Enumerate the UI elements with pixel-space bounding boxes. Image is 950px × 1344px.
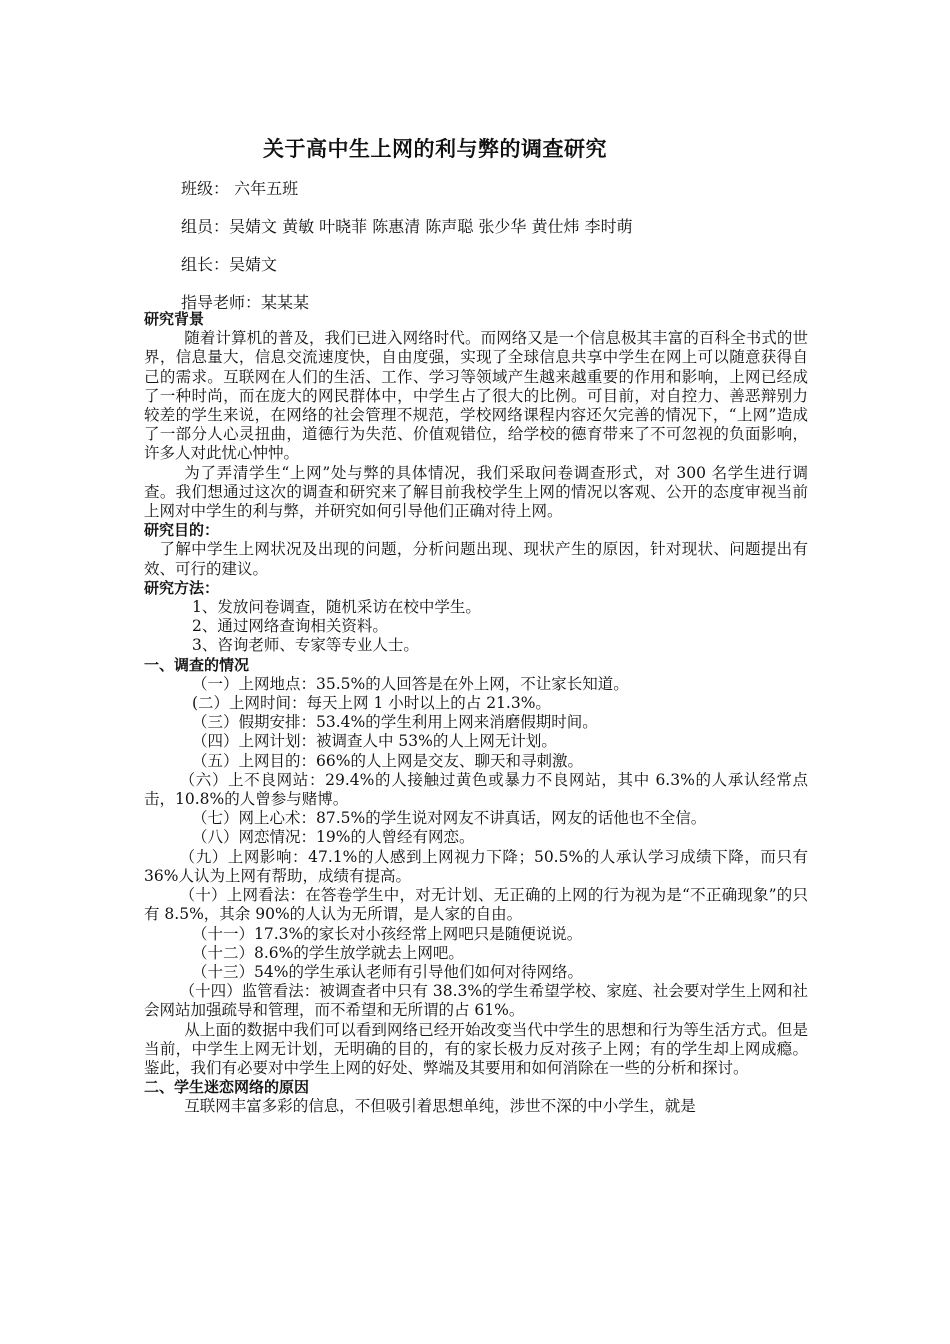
survey-item: （十）上网看法：在答卷学生中，对无计划、无正确的上网的行为视为是“不正确现象”的只有 8.5%，其余 90%的人认为无所谓，是人家的自由。 [144,886,808,924]
survey-item: （十一）17.3%的家长对小孩经常上网吧只是随便说说。 [192,924,583,943]
reason-paragraph: 互联网丰富多彩的信息，不但吸引着思想单纯，涉世不深的中小学生，就是 [184,1097,696,1116]
method-item: 2、通过网络查询相关资料。 [192,617,388,636]
survey-item: （十四）监管看法：被调查者中只有 38.3%的学生希望学校、家庭、社会要对学生上网和社会网站加强疏导和管理，而不希望和无所谓的占 61%。 [144,982,808,1020]
survey-item: （六）上不良网站：29.4%的人接触过黄色或暴力不良网站，其中 6.3%的人承认经常点击，10.8%的人曾参与赌博。 [144,770,808,809]
survey-item: （九）上网影响：47.1%的人感到上网视力下降；50.5%的人承认学习成绩下降，而只有 36%人认为上网有帮助，成绩有提高。 [144,847,808,885]
purpose-paragraph: 了解中学生上网状况及出现的问题，分析问题出现、现状产生的原因，针对现状、问题提出有效、可行的建议。 [144,540,808,578]
reason-heading: 二、学生迷恋网络的原因 [144,1078,310,1097]
survey-item: （七）网上心术：87.5%的学生说对网友不讲真话，网友的话他也不全信。 [192,809,707,828]
survey-item: （一）上网地点：35.5%的人回答是在外上网，不让家长知道。 [192,674,629,693]
survey-item: （十三）54%的学生承认老师有引导他们如何对待网络。 [192,962,583,981]
purpose-heading: 研究目的： [144,521,220,540]
class-line: 班级： 六年五班 [181,179,299,198]
survey-item: （五）上网目的：66%的人上网是交友、聊天和寻刺激。 [192,751,583,770]
background-paragraph-1: 随着计算机的普及，我们已进入网络时代。而网络又是一个信息极其丰富的百科全书式的世界，信息量大，信息交流速度快，自由度强，实现了全球信息共享中学生在网上可以随意获得自己的需求。互联网在人们的生活、工作、学习等领域产生越来越重要的作用和影响，上网已经成了一种时尚，而在庞大的网民群体中，中学生占了很大的比例。可目前，对自控力、善恶辩别力较差的学生来说，在网络的社会管理不规范，学校网络课程内容还欠完善的情况下，“上网”造成了一部分人心灵扭曲，道德行为失范、价值观错位，给学校的德育带来了不可忽视的负面影响，许多人对此忧心忡忡。 [144,329,808,463]
method-item: 3、咨询老师、专家等专业人士。 [192,636,419,655]
survey-item: （三）假期安排：53.4%的学生利用上网来消磨假期时间。 [192,713,598,732]
survey-item: （四）上网计划：被调查人中 53%的人上网无计划。 [192,732,557,751]
document-body [144,310,808,1117]
method-item: 1、发放问卷调查，随机采访在校中学生。 [192,598,481,617]
summary-paragraph: 从上面的数据中我们可以看到网络已经开始改变当代中学生的思想和行为等生活方式。但是当前，中学生上网无计划，无明确的目的，有的家长极力反对孩子上网；有的学生却上网成瘾。鉴此，我们有必要对中学生上网的好处、弊端及其要用和如何消除在一些的分析和探讨。 [144,1020,808,1077]
leader-line: 组长：吴婧文 [181,255,278,274]
background-paragraph-2: 为了弄清学生“上网”处与弊的具体情况，我们采取问卷调查形式，对 300 名学生进行调查。我们想通过这次的调查和研究来了解目前我校学生上网的情况以客观、公开的态度审视当前上网对中学生的利与弊，并研究如何引导他们正确对待上网。 [144,463,808,521]
teacher-line: 指导老师：某某某 [181,293,310,312]
method-heading: 研究方法： [144,578,220,597]
survey-item: （十二）8.6%的学生放学就去上网吧。 [192,943,464,962]
members-line: 组员：吴婧文 黄敏 叶晓菲 陈惠清 陈声聪 张少华 黄仕炜 李时萌 [181,217,633,236]
survey-item: （八）网恋情况：19%的人曾经有网恋。 [192,828,475,847]
survey-item: (二）上网时间：每天上网 1 小时以上的占 21.3%。 [192,694,551,713]
document-title: 关于高中生上网的利与弊的调查研究 [263,137,607,161]
survey-heading: 一、调查的情况 [144,655,250,674]
background-heading: 研究背景 [144,310,205,328]
